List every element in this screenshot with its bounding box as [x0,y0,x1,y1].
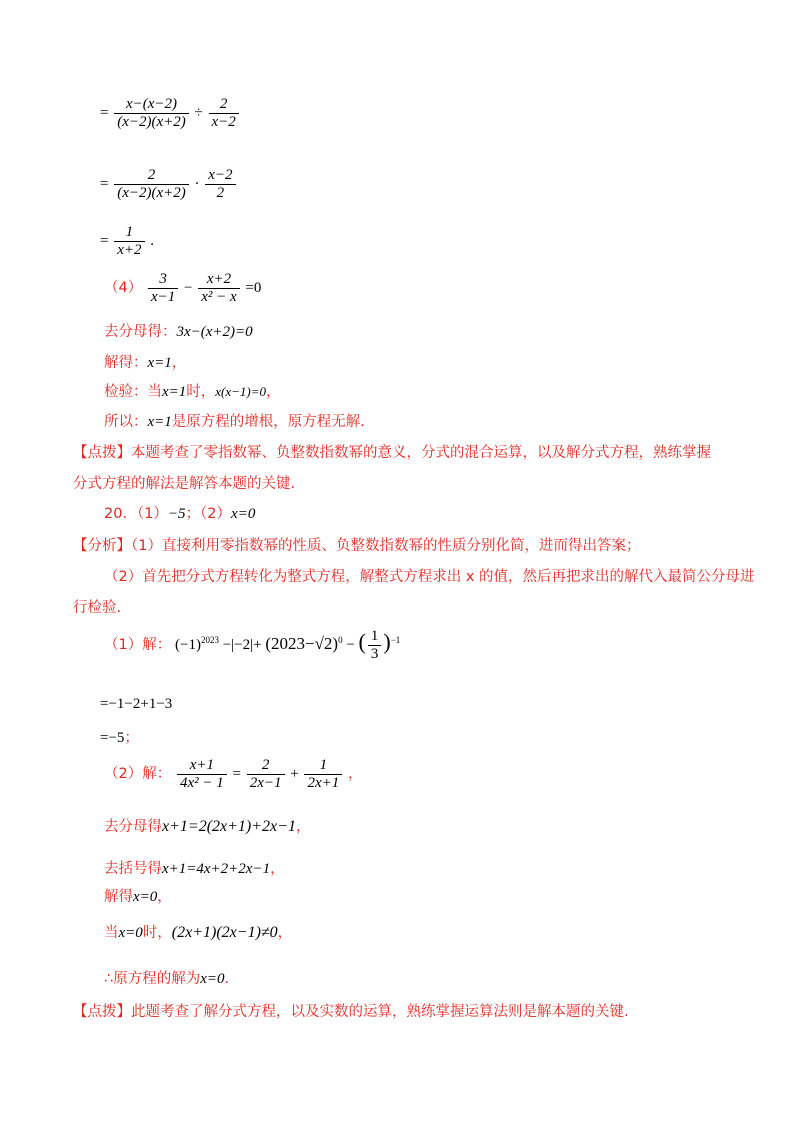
fraction [114,167,189,203]
step-math: 3x−(x+2)=0 [176,324,253,340]
solution-2-step-3 [104,885,172,906]
numerator: x−2 [205,167,235,185]
step-end: ， [348,766,363,783]
denominator: 2 [216,185,225,202]
problem-4-equation [104,271,261,307]
step-math: x=0 [133,889,158,905]
step-label: 所以： [104,414,148,430]
denominator: x−2 [211,114,236,131]
equals-sign: = [100,176,109,193]
fraction [114,96,189,132]
solution-2-step-1 [104,815,310,836]
fraction [198,271,239,307]
tip-2-line: 【点拨】此题考查了解分式方程，以及实数的运算，熟练掌握运算法则是解本题的关键. [73,1004,629,1020]
step-end: ， [277,925,293,941]
step-label: ∴原方程的解为 [104,971,201,987]
solution-1-expression: （1）解： $(-1)^{2023} -|-2|+ (2023-√2)^0$ − ( $\frac{1}{3}$ )$^{-1}$ [104,628,401,663]
solution-2-step-2 [104,857,285,878]
period: . [150,233,154,250]
step-end: ， [266,384,281,400]
answer-2: x=0 [231,506,256,522]
step-label: 解得 [104,889,133,905]
denominator: x+2 [117,242,142,259]
step-math: x=1 [162,384,187,400]
exponent: −1 [390,635,401,646]
step-math: x+1=4x+2+2x−1 [162,861,271,877]
plus-sign: + [290,766,299,783]
step-end: ， [270,861,285,877]
step-label: 当 [104,925,119,941]
fraction [209,96,239,132]
denominator: (x−2)(x+2) [117,114,186,131]
fraction [148,271,178,307]
minus-sign: − [346,637,355,654]
fraction [368,628,382,664]
denominator: x² − x [201,289,237,306]
denominator: x−1 [150,289,176,306]
step-label: 解得： [104,355,148,371]
analysis-line-3: 行检验. [73,600,122,616]
fraction [177,757,227,793]
paren-term: (2023−√2) [265,634,339,654]
multiply-dot: · [194,176,200,193]
step-end: . [224,971,230,987]
problem-label: （4） [104,280,143,297]
question-20-answer [104,502,255,523]
step-end: ， [157,889,172,905]
equals-sign: = [100,105,109,122]
abs-term: −|−2|+ [222,637,262,654]
step-label: 去分母得： [104,324,177,340]
answer-1: −5 [167,506,186,522]
denominator: 4x² − 1 [179,775,224,792]
step-end: ， [171,355,187,371]
step-math: (2x+1)(2x−1)≠0 [171,924,278,941]
equals-sign: = [232,766,241,783]
numerator: 1 [304,757,342,775]
fraction [205,167,235,203]
p4-step-1 [104,320,253,341]
p4-step-3 [104,380,281,401]
solution-label: （2）解： [104,766,172,783]
numerator: 2 [114,167,189,185]
solution-2-equation [104,757,363,793]
step-end: ； [124,730,139,746]
exponent: 2023 [200,635,219,646]
denominator: 2x−1 [249,775,282,792]
numerator: 1 [114,224,144,242]
step-label: 去括号得 [104,861,162,877]
step-label: 检验：当 [104,384,162,400]
denominator: 2x+1 [307,775,340,792]
minus-sign: − [184,280,193,297]
equals-sign: = [100,233,109,250]
fraction [247,757,285,793]
p4-step-2 [104,351,186,372]
step-mid: 时， [186,384,216,400]
question-number: 20．（1） [104,506,168,522]
step-math: x+1=2(2x+1)+2x−1 [162,818,296,835]
numerator: 1 [368,628,382,646]
denominator: (x−2)(x+2) [117,185,186,202]
fraction [304,757,342,793]
analysis-line-1: 【分析】（1）直接利用零指数幂的性质、负整数指数幂的性质分别化简，进而得出答案； [73,538,641,554]
step-mid: 时， [142,925,172,941]
denominator: 3 [370,646,379,663]
step-math: x(x−1)=0 [215,384,267,399]
step-math: =−5 [100,730,125,746]
expr-line-2 [100,167,238,203]
solution-1-step-2 [100,726,139,747]
divide-sign: ÷ [194,105,203,122]
exponent: 0 [338,635,343,646]
base: (−1) [174,637,201,654]
numerator: x+1 [177,757,227,775]
solution-label: （1）解： [104,637,172,654]
numerator: x+2 [198,271,239,289]
tip-line-1: 【点拨】本题考查了零指数幂、负整数指数幂的意义，分式的混合运算，以及解分式方程，熟练掌握 [73,445,711,461]
solution-1-step-1: =−1−2+1−3 [100,696,173,712]
step-math: x=0 [200,971,225,987]
step-math: x=1 [147,414,172,430]
tip-line-2: 分式方程的解法是解答本题的关键. [73,476,296,492]
numerator: x−(x−2) [114,96,189,114]
step-label: 去分母得 [104,819,162,835]
p4-step-4 [104,410,365,431]
step-math: x=1 [147,355,172,371]
solution-2-conclusion [104,967,229,988]
step-end: ， [295,819,311,835]
expr-line-1 [100,96,241,132]
step-math: x=0 [118,925,143,941]
numerator: 2 [209,96,239,114]
solution-2-step-4 [104,921,292,942]
step-text: 是原方程的增根，原方程无解. [171,414,365,430]
rhs: =0 [245,280,262,297]
numerator: 2 [247,757,285,775]
fraction [114,224,144,260]
separator: ；（2） [185,506,232,522]
analysis-line-2: （2）首先把分式方程转化为整式方程，解整式方程求出 x 的值，然后再把求出的解代入最简公分母进 [104,569,755,585]
numerator: 3 [148,271,178,289]
expr-line-3 [100,224,154,260]
